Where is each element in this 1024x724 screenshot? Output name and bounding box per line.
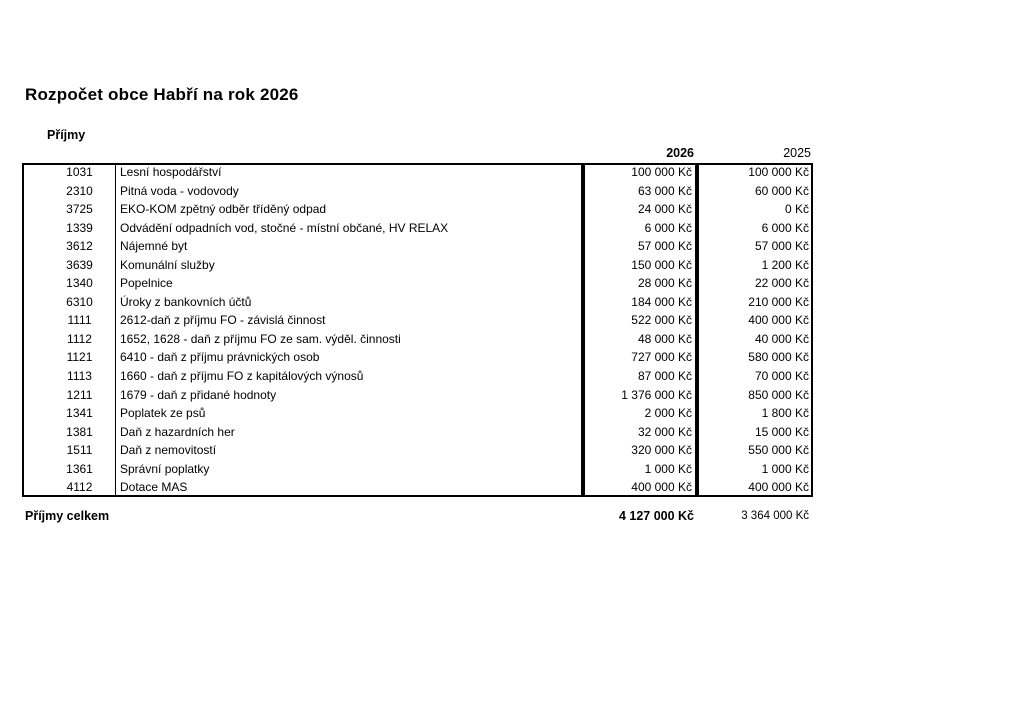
total-value-2025: 3 364 000 Kč	[741, 510, 809, 522]
row-description: Komunální služby	[120, 257, 215, 272]
row-value-2026: 727 000 Kč	[631, 350, 692, 365]
row-value-2026: 6 000 Kč	[644, 220, 692, 235]
table-row	[22, 200, 813, 219]
row-description: Odvádění odpadních vod, stočné - místní občané, HV RELAX	[120, 220, 449, 235]
row-description: Daň z hazardních her	[120, 424, 235, 439]
row-value-2026: 24 000 Kč	[637, 202, 692, 217]
row-description: Úroky z bankovních účtů	[120, 294, 252, 309]
table-row	[22, 219, 813, 238]
table-row	[22, 163, 813, 182]
table-rows	[22, 163, 813, 497]
row-value-2025: 1 000 Kč	[761, 461, 809, 476]
column-header-2025: 2025	[783, 146, 811, 160]
row-value-2025: 550 000 Kč	[748, 443, 809, 458]
page-title: Rozpočet obce Habří na rok 2026	[25, 85, 299, 104]
table-row	[22, 274, 813, 293]
row-code: 1121	[66, 350, 93, 365]
table-row	[22, 386, 813, 405]
row-description: Popelnice	[120, 276, 173, 291]
row-value-2025: 57 000 Kč	[754, 239, 809, 254]
row-value-2026: 522 000 Kč	[631, 313, 692, 328]
row-code: 1381	[66, 424, 93, 439]
row-value-2026: 28 000 Kč	[637, 276, 692, 291]
row-code: 6310	[66, 294, 93, 309]
table-row	[22, 367, 813, 386]
row-description: 1679 - daň z přidané hodnoty	[120, 387, 277, 402]
row-value-2026: 87 000 Kč	[637, 369, 692, 384]
row-description: Nájemné byt	[120, 239, 188, 254]
row-value-2025: 100 000 Kč	[748, 165, 809, 179]
row-value-2025: 0 Kč	[784, 202, 809, 217]
total-value-2026: 4 127 000 Kč	[618, 509, 694, 523]
table-row	[22, 293, 813, 312]
row-value-2025: 850 000 Kč	[748, 387, 809, 402]
section-label-incomes: Příjmy	[47, 128, 86, 142]
row-description: 1652, 1628 - daň z příjmu FO ze sam. výděl. činnosti	[120, 331, 401, 346]
row-code: 2310	[66, 183, 93, 198]
row-description: Pitná voda - vodovody	[120, 183, 239, 198]
row-code: 1211	[66, 387, 93, 402]
row-value-2026: 320 000 Kč	[631, 443, 692, 458]
row-description: 1660 - daň z příjmu FO z kapitálových výnosů	[120, 369, 364, 384]
row-code: 1112	[67, 331, 92, 346]
row-value-2026: 2 000 Kč	[644, 406, 692, 421]
row-code: 4112	[66, 480, 93, 495]
row-value-2025: 70 000 Kč	[754, 369, 809, 384]
row-value-2026: 100 000 Kč	[631, 165, 692, 179]
row-value-2026: 150 000 Kč	[631, 257, 692, 272]
row-code: 1511	[66, 443, 93, 458]
row-value-2026: 1 376 000 Kč	[621, 387, 692, 402]
row-description: 6410 - daň z příjmu právnických osob	[120, 350, 320, 365]
row-value-2025: 210 000 Kč	[748, 294, 809, 309]
total-label: Příjmy celkem	[25, 509, 110, 523]
row-value-2026: 1 000 Kč	[644, 461, 692, 476]
row-description: Lesní hospodářství	[120, 165, 222, 179]
row-code: 1339	[66, 220, 93, 235]
row-value-2025: 1 800 Kč	[761, 406, 809, 421]
row-value-2025: 6 000 Kč	[761, 220, 809, 235]
row-value-2025: 400 000 Kč	[748, 480, 809, 495]
table-row	[22, 423, 813, 442]
row-value-2026: 48 000 Kč	[637, 331, 692, 346]
row-code: 1111	[67, 313, 92, 328]
table-row	[22, 256, 813, 275]
row-value-2025: 1 200 Kč	[761, 257, 809, 272]
row-value-2026: 184 000 Kč	[631, 294, 692, 309]
table-row	[22, 182, 813, 201]
row-code: 3725	[66, 202, 93, 217]
row-value-2026: 32 000 Kč	[637, 424, 692, 439]
row-description: Daň z nemovitostí	[120, 443, 217, 458]
table-row	[22, 404, 813, 423]
budget-table	[22, 163, 813, 497]
table-row	[22, 330, 813, 349]
row-code: 1031	[66, 165, 93, 179]
row-description: Správní poplatky	[120, 461, 210, 476]
row-value-2026: 400 000 Kč	[631, 480, 692, 495]
row-code: 3612	[66, 239, 93, 254]
row-description: Poplatek ze psů	[120, 406, 206, 421]
table-row	[22, 311, 813, 330]
row-description: EKO-KOM zpětný odběr tříděný odpad	[120, 202, 327, 217]
table-row	[22, 478, 813, 497]
row-code: 1340	[66, 276, 93, 291]
row-description: 2612-daň z příjmu FO - závislá činnost	[120, 313, 326, 328]
row-value-2025: 22 000 Kč	[754, 276, 809, 291]
table-row	[22, 237, 813, 256]
row-code: 3639	[66, 257, 93, 272]
row-value-2025: 15 000 Kč	[754, 424, 809, 439]
row-code: 1341	[66, 406, 93, 421]
table-row	[22, 460, 813, 479]
table-row	[22, 441, 813, 460]
row-value-2025: 400 000 Kč	[748, 313, 809, 328]
table-row	[22, 348, 813, 367]
row-value-2026: 63 000 Kč	[637, 183, 692, 198]
row-code: 1113	[67, 369, 92, 384]
row-value-2026: 57 000 Kč	[637, 239, 692, 254]
row-description: Dotace MAS	[120, 480, 188, 495]
row-code: 1361	[66, 461, 93, 476]
row-value-2025: 40 000 Kč	[754, 331, 809, 346]
row-value-2025: 580 000 Kč	[748, 350, 809, 365]
row-value-2025: 60 000 Kč	[754, 183, 809, 198]
column-header-2026: 2026	[666, 146, 694, 160]
